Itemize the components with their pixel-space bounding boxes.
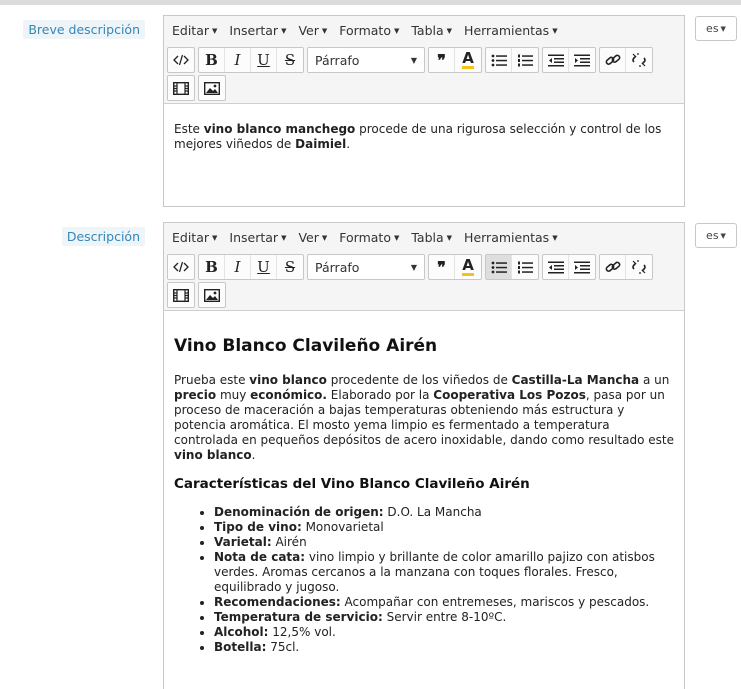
italic-button[interactable]: I (225, 48, 251, 72)
list-item: • Alcohol: 12,5% vol. (214, 625, 674, 640)
bold-button[interactable]: B (199, 48, 225, 72)
bold-button[interactable]: B (199, 255, 225, 279)
caret-down-icon: ▼ (321, 27, 328, 35)
indent-icon (574, 261, 590, 274)
blockquote-button[interactable]: ❞ (429, 48, 455, 72)
code-icon (173, 261, 189, 273)
top-divider (0, 0, 741, 5)
bullet-list-button[interactable] (486, 48, 512, 72)
blockquote-button[interactable]: ❞ (429, 255, 455, 279)
image-icon (204, 289, 220, 302)
toolbar-row-1 (167, 47, 656, 73)
caret-down-icon: ▼ (720, 24, 726, 33)
indent-button[interactable] (569, 255, 595, 279)
menu-herramientas[interactable]: Herramientas ▼ (464, 229, 558, 245)
menu-tabla[interactable]: Tabla ▼ (411, 229, 453, 245)
caret-down-icon: ▼ (393, 234, 400, 242)
list-item: • Nota de cata: vino limpio y brillante de color amarillo pajizo con atisbos verdes. Aromas cercanos a la manzana con toques florales. Fresco, equilibrado y jugoso. (214, 550, 674, 595)
unlink-icon (631, 260, 647, 274)
short-description-editor (163, 15, 685, 207)
menu-tabla[interactable]: Tabla ▼ (411, 22, 453, 38)
menu-formato[interactable]: Formato ▼ (339, 229, 400, 245)
menu-editar[interactable]: Editar ▼ (172, 229, 218, 245)
characteristics-list (214, 505, 674, 655)
caret-down-icon: ▼ (281, 234, 287, 242)
caret-down-icon: ▼ (410, 55, 417, 65)
editor-menubar (164, 223, 684, 251)
indent-icon (574, 54, 590, 67)
insert-image-button[interactable] (199, 283, 225, 307)
list-item: • Tipo de vino: Monovarietal (214, 520, 674, 535)
list-item: • Botella: 75cl. (214, 640, 674, 655)
font-color-icon: A (462, 256, 474, 274)
list-item: • Varietal: Airén (214, 535, 674, 550)
numbered-list-icon (517, 54, 533, 67)
media-icon (173, 82, 189, 95)
language-dropdown-short-description[interactable] (695, 16, 737, 41)
font-color-icon: A (462, 49, 474, 67)
strikethrough-button[interactable]: S (284, 51, 296, 69)
font-color-button[interactable] (455, 48, 481, 72)
link-icon (605, 260, 621, 274)
insert-media-button[interactable] (168, 76, 194, 100)
insert-link-button[interactable] (600, 48, 626, 72)
menu-herramientas[interactable]: Herramientas ▼ (464, 22, 558, 38)
menu-ver[interactable]: Ver ▼ (298, 22, 328, 38)
insert-media-button[interactable] (168, 283, 194, 307)
content-paragraph: Prueba este vino blanco procedente de los viñedos de Castilla-La Mancha a un precio muy económico. Elaborado por la Cooperativa Los Pozos, pasa por un proceso de maceración a bajas temperaturas obteniendo más estructura y potencia aromática. El mosto yema limpio es fermentado a temperatura controlada en pequeños depósitos de acero inoxidable, dando como resultado este vino blanco. (174, 373, 675, 462)
menu-editar[interactable]: Editar ▼ (172, 22, 218, 38)
numbered-list-button[interactable] (512, 255, 538, 279)
content-subheading: Características del Vino Blanco Clavileño Airén (174, 476, 530, 492)
caret-down-icon: ▼ (410, 262, 417, 272)
editor-toolbar (164, 16, 684, 104)
menu-insertar[interactable]: Insertar ▼ (229, 229, 287, 245)
underline-button[interactable]: U (251, 255, 277, 279)
list-item: • Recomendaciones: Acompañar con entremeses, mariscos y pescados. (214, 595, 674, 610)
font-color-button[interactable] (455, 255, 481, 279)
short-description-text: Este vino blanco manchego procede de una rigurosa selección y control de los mejores viñedos de Daimiel. (174, 122, 662, 151)
bullet-list-button[interactable] (486, 255, 512, 279)
image-icon (204, 82, 220, 95)
description-editor (163, 222, 685, 689)
list-item: • Temperatura de servicio: Servir entre 8-10ºC. (214, 610, 674, 625)
outdent-button[interactable] (543, 255, 569, 279)
language-dropdown-description[interactable] (695, 223, 737, 248)
outdent-icon (548, 54, 564, 67)
caret-down-icon: ▼ (393, 27, 400, 35)
bullet-list-icon (491, 261, 507, 274)
language-code: es (706, 22, 719, 35)
media-icon (173, 289, 189, 302)
toolbar-row-2 (167, 75, 229, 101)
description-label: Descripción (62, 227, 145, 246)
remove-link-button[interactable] (626, 48, 652, 72)
indent-button[interactable] (569, 48, 595, 72)
source-code-button[interactable] (168, 255, 194, 279)
editor-menubar (164, 16, 684, 44)
strikethrough-button[interactable]: S (284, 258, 296, 276)
editor-content[interactable] (164, 104, 684, 152)
underline-button[interactable]: U (251, 48, 277, 72)
bullet-list-icon (491, 54, 507, 67)
format-select[interactable]: Párrafo ▼ (307, 254, 425, 280)
caret-down-icon: ▼ (720, 231, 726, 240)
outdent-icon (548, 261, 564, 274)
numbered-list-button[interactable] (512, 48, 538, 72)
caret-down-icon: ▼ (446, 234, 453, 242)
unlink-icon (631, 53, 647, 67)
code-icon (173, 54, 189, 66)
insert-image-button[interactable] (199, 76, 225, 100)
short-description-label: Breve descripción (23, 20, 145, 39)
toolbar-row-2 (167, 282, 229, 308)
link-icon (605, 53, 621, 67)
source-code-button[interactable] (168, 48, 194, 72)
list-item: • Denominación de origen: D.O. La Mancha (214, 505, 674, 520)
caret-down-icon: ▼ (552, 27, 558, 35)
caret-down-icon: ▼ (212, 27, 218, 35)
caret-down-icon: ▼ (281, 27, 287, 35)
caret-down-icon: ▼ (446, 27, 453, 35)
outdent-button[interactable] (543, 48, 569, 72)
menu-insertar[interactable]: Insertar ▼ (229, 22, 287, 38)
numbered-list-icon (517, 261, 533, 274)
caret-down-icon: ▼ (321, 234, 328, 242)
caret-down-icon: ▼ (552, 234, 558, 242)
caret-down-icon: ▼ (212, 234, 218, 242)
editor-content[interactable] (164, 311, 684, 655)
italic-button[interactable]: I (225, 255, 251, 279)
menu-formato[interactable]: Formato ▼ (339, 22, 400, 38)
toolbar-row-1 (167, 254, 656, 280)
insert-link-button[interactable] (600, 255, 626, 279)
menu-ver[interactable]: Ver ▼ (298, 229, 328, 245)
editor-toolbar (164, 223, 684, 311)
remove-link-button[interactable] (626, 255, 652, 279)
language-code: es (706, 229, 719, 242)
format-select[interactable]: Párrafo ▼ (307, 47, 425, 73)
content-heading: Vino Blanco Clavileño Airén (174, 336, 438, 356)
